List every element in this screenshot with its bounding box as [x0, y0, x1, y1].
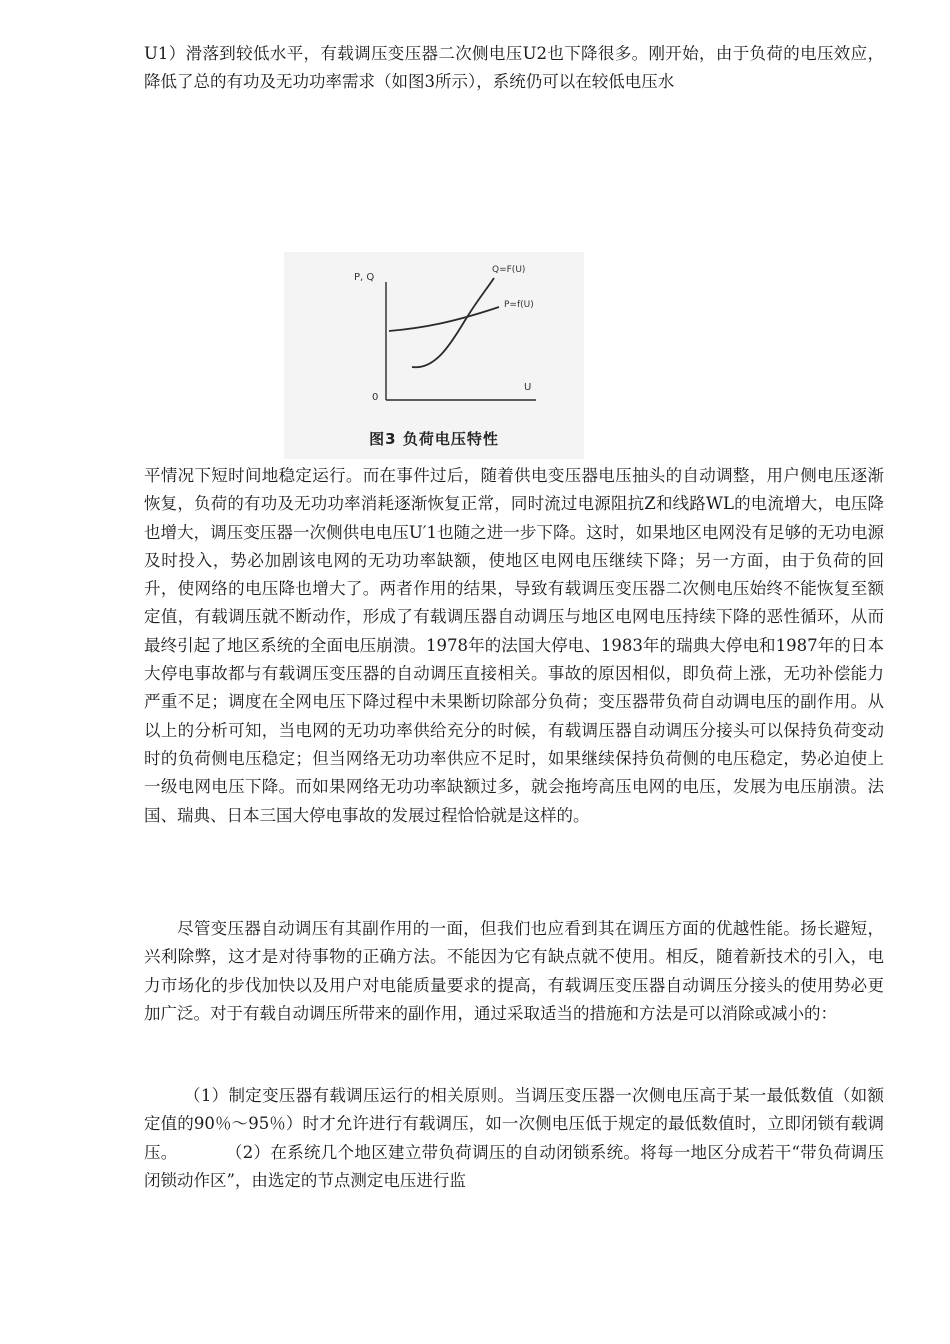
y-axis-label: P, Q	[354, 272, 375, 283]
measure-1-text: （1）制定变压器有载调压运行的相关原则。当调压变压器一次侧电压高于某一最低数值（如额定值的90％～95％）时才允许进行有载调压，如一次侧电压低于规定的最低数值时，立即闭锁有载调压。	[144, 1086, 884, 1162]
figure-load-voltage-characteristics	[284, 252, 584, 459]
measure-2-text: （2）在系统几个地区建立带负荷调压的自动闭锁系统。将每一地区分成若干“带负荷调压闭锁动作区”，由选定的节点测定电压进行监	[144, 1142, 884, 1190]
figure-caption: 图3 负荷电压特性	[369, 430, 499, 448]
paragraph-3: 尽管变压器自动调压有其副作用的一面，但我们也应看到其在调压方面的优越性能。扬长避短，兴利除弊，这才是对待事物的正确方法。不能因为它有缺点就不使用。相反，随着新技术的引入，电力市场化的步伐加快以及用户对电能质量要求的提高，有载调压变压器自动调压分接头的使用势必更加广泛。对于有载自动调压所带来的副作用，通过采取适当的措施和方法是可以消除或减小的：	[144, 919, 884, 1023]
paragraph-4	[144, 1082, 884, 1195]
curve-q-label: Q=F(U)	[492, 265, 526, 275]
q-curve	[412, 278, 494, 367]
origin-label: 0	[372, 392, 379, 403]
x-axis-label: U	[524, 382, 532, 393]
curve-p-label: P=f(U)	[504, 300, 534, 310]
paragraph-1: U1）滑落到较低水平，有载调压变压器二次侧电压U2也下降很多。刚开始，由于负荷的电压效应，降低了总的有功及无功功率需求（如图3所示），系统仍可以在较低电压水	[144, 44, 884, 92]
paragraph-2: 平情况下短时间地稳定运行。而在事件过后，随着供电变压器电压抽头的自动调整，用户侧电压逐渐恢复，负荷的有功及无功功率消耗逐渐恢复正常，同时流过电源阻抗Z和线路WL的电流增大，电压降也增大，调压变压器一次侧供电电压U′1也随之进一步下降。这时，如果地区电网没有足够的无功电源及时投入，势必加剧该电网的无功功率缺额，使地区电网电压继续下降；另一方面，由于负荷的回升，使网络的电压降也增大了。两者作用的结果，导致有载调压变压器二次侧电压始终不能恢复至额定值，有载调压就不断动作，形成了有载调压器自动调压与地区电网电压持续下降的恶性循环，从而最终引起了地区系统的全面电压崩溃。1978年的法国大停电、1983年的瑞典大停电和1987年的日本大停电事故都与有载调压变压器的自动调压直接相关。事故的原因相似，即负荷上涨，无功补偿能力严重不足；调度在全网电压下降过程中未果断切除部分负荷；变压器带负荷自动调电压的副作用。从以上的分析可知，当电网的无功功率供给充分的时候，有载调压器自动调压分接头可以保持负荷变动时的负荷侧电压稳定；但当网络无功功率供应不足时，如果继续保持负荷侧的电压稳定，势必迫使上一级电网电压下降。而如果网络无功功率缺额过多，就会拖垮高压电网的电压，发展为电压崩溃。法国、瑞典、日本三国大停电事故的发展过程恰恰就是这样的。	[144, 466, 884, 825]
p-curve	[389, 307, 499, 331]
